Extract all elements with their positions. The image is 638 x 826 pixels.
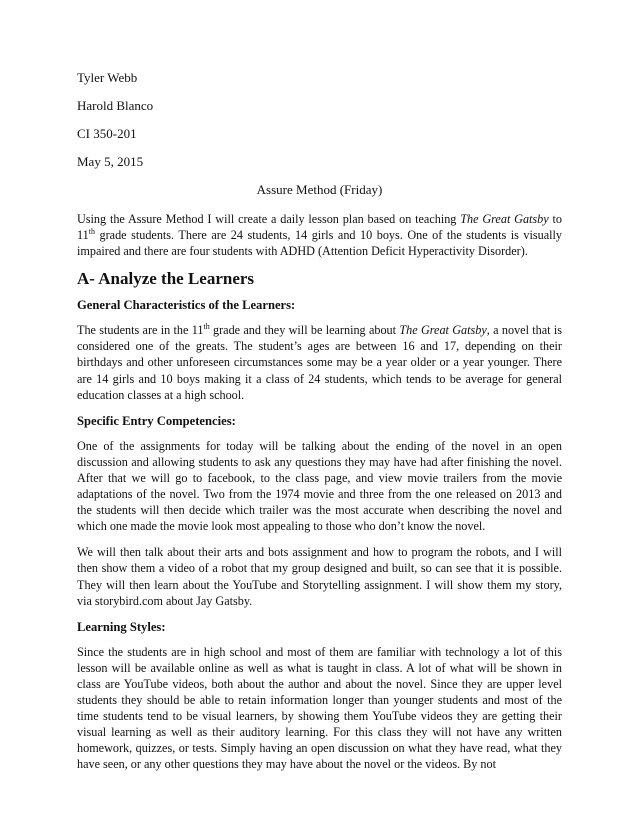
entry-competencies-paragraph-1: One of the assignments for today will be talking about the ending of the novel in an open discussion and allowing students to ask any questions they may have had after finishing the novel. After that we will go to facebook, to the class page, and view movie trailers from the movie adaptations of the novel. Two from the 1974 movie and three from the one released on 2013 and the students will then decide which trailer was the most accurate when describing the novel and which one made the movie look most appealing to those who don’t know the novel. bbox=[77, 438, 562, 534]
document-title: Assure Method (Friday) bbox=[256, 182, 383, 197]
general-characteristics-paragraph: The students are in the 11th grade and they will be learning about The Great Gatsby, a novel that is considered one of the greats. The student’s ages are between 16 and 17, depending on their birthdays and other unforeseen circumstances some may be a year older or a year younger. There are 14 girls and 10 boys making it a class of 24 students, which tends to be average for general education classes at a high school. bbox=[77, 322, 563, 402]
author-name: Tyler Webb bbox=[77, 70, 138, 85]
learning-styles-paragraph: Since the students are in high school and most of them are familiar with technology a lot of this lesson will be available online as well as what is taught in class. A lot of what will be shown in class are YouTube videos, both about the author and about the novel. Since they are upper level students they should be able to retain information longer than younger students and most of the time students tend to be visual learners, by showing them YouTube videos they are getting their visual learning as well as their auditory learning. For this class they will not have any written homework, quizzes, or tests. Simply having an open discussion on what they have read, what they have seen, or any other questions they may have about the novel or the videos. By not bbox=[77, 644, 562, 772]
course-code: CI 350-201 bbox=[77, 126, 137, 141]
entry-competencies-paragraph-2: We will then talk about their arts and bots assignment and how to program the robots, and I will then show them a video of a robot that my group designed and built, so can see that it is possible. They will then learn about the YouTube and Storytelling assignment. I will show them my story, via storybird.com about Jay Gatsby. bbox=[77, 545, 562, 608]
subheading-entry-competencies: Specific Entry Competencies: bbox=[77, 413, 236, 428]
subheading-learning-styles: Learning Styles: bbox=[77, 619, 166, 634]
document-page bbox=[77, 70, 562, 782]
subheading-general-characteristics: General Characteristics of the Learners: bbox=[77, 298, 296, 313]
instructor-name: Harold Blanco bbox=[77, 98, 154, 113]
section-heading-analyze-learners: A- Analyze the Learners bbox=[77, 269, 255, 289]
book-title: The Great Gatsby bbox=[399, 323, 487, 338]
book-title: The Great Gatsby bbox=[460, 212, 549, 226]
intro-paragraph: Using the Assure Method I will create a daily lesson plan based on teaching The Great Gatsby to 11th grade students. There are 24 students, 14 girls and 10 boys. One of the students is visually impaired and there are four students with ADHD (Attention Deficit Hyperactivity Disorder). bbox=[77, 212, 562, 259]
document-date: May 5, 2015 bbox=[77, 154, 144, 169]
